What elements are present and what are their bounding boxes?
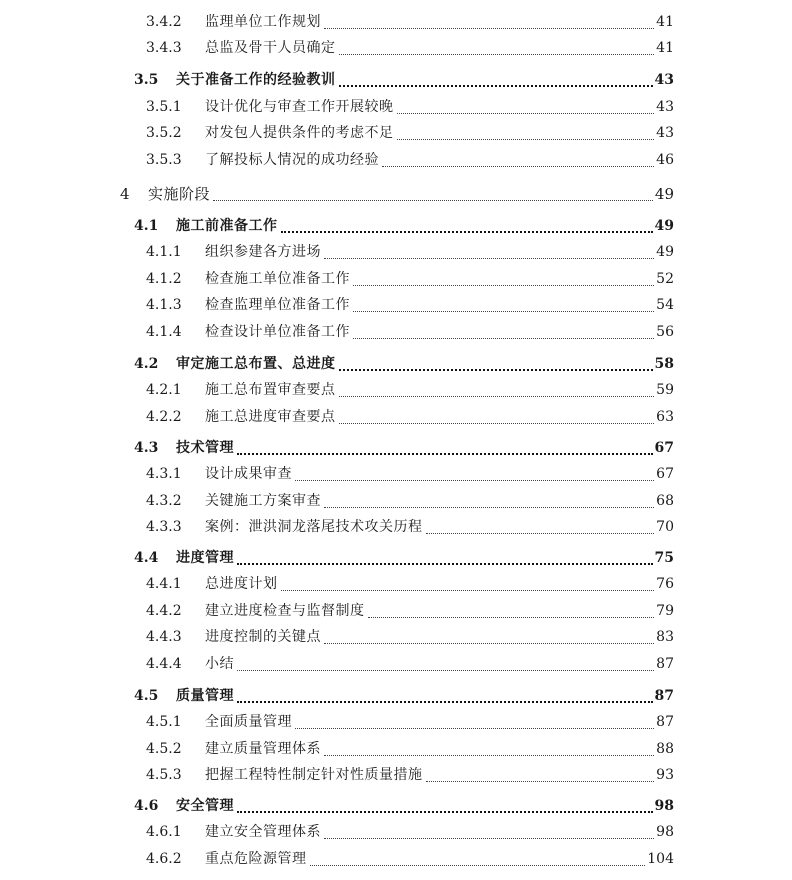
toc-entry-line [205,652,674,676]
toc-entry-line [205,240,674,264]
toc-page-number: 98 [654,798,674,814]
toc-subsection[interactable] [0,625,792,649]
toc-entry-line [205,847,674,871]
toc-leader-dots [324,838,654,839]
toc-section[interactable] [0,546,792,570]
toc-entry-line [205,148,674,172]
toc-page-number: 43 [656,99,674,115]
toc-number: 4.2.2 [146,409,182,425]
toc-subsection[interactable] [0,267,792,291]
toc-title: 关于准备工作的经验教训 [176,72,336,88]
toc-title: 建立质量管理体系 [205,741,321,757]
toc-leader-dots [339,396,655,397]
toc-title: 重点危险源管理 [205,851,307,867]
toc-page-number: 88 [656,741,674,757]
toc-title: 审定施工总布置、总进度 [176,356,336,372]
toc-subsection[interactable] [0,652,792,676]
toc-title: 小结 [205,656,234,672]
toc-page-number: 49 [654,185,674,203]
toc-number: 4.5.2 [146,741,182,757]
toc-section[interactable] [0,794,792,818]
toc-number: 3.5.3 [146,152,182,168]
toc-leader-dots [281,590,655,591]
toc-leader-dots [339,369,653,371]
toc-entry-line [176,546,674,570]
toc-number: 4.1.3 [146,297,182,313]
toc-page-number: 68 [656,493,674,509]
toc-number: 4.4.1 [146,576,182,592]
toc-number: 4.1.1 [146,244,182,260]
toc-title: 质量管理 [176,688,234,704]
toc-number: 4.1.2 [146,271,182,287]
toc-entry-line [205,489,674,513]
toc-title: 全面质量管理 [205,714,292,730]
toc-subsection[interactable] [0,36,792,60]
toc-title: 施工总布置审查要点 [205,382,336,398]
toc-page-number: 79 [656,603,674,619]
toc-title: 设计优化与审查工作开展较晚 [205,99,394,115]
toc-entry-line [205,710,674,734]
toc-number: 4.3.3 [146,519,182,535]
toc-section[interactable] [0,436,792,460]
toc-subsection[interactable] [0,148,792,172]
toc-number: 4.3 [134,440,159,456]
toc-number: 4.5.3 [146,767,182,783]
toc-entry-line [205,820,674,844]
toc-title: 施工前准备工作 [176,218,278,234]
toc-title: 组织参建各方进场 [205,244,321,260]
toc-page-number: 63 [656,409,674,425]
toc-subsection[interactable] [0,515,792,539]
toc-chapter[interactable] [0,182,792,206]
toc-subsection[interactable] [0,462,792,486]
toc-leader-dots [237,701,653,703]
toc-number: 4.1 [134,218,159,234]
toc-number: 4.5.1 [146,714,182,730]
toc-leader-dots [339,423,655,424]
toc-number: 4.3.2 [146,493,182,509]
toc-leader-dots [324,643,654,644]
toc-number: 4.2.1 [146,382,182,398]
toc-entry-line [205,405,674,429]
toc-number: 4.6.1 [146,824,182,840]
toc-title: 设计成果审查 [205,466,292,482]
toc-number: 4.4.3 [146,629,182,645]
toc-subsection[interactable] [0,405,792,429]
toc-page-number: 75 [654,550,674,566]
toc-page-number: 43 [654,72,674,88]
toc-title: 检查施工单位准备工作 [205,271,350,287]
toc-entry-line [205,737,674,761]
toc-title: 把握工程特性制定针对性质量措施 [205,767,423,783]
toc-title: 施工总进度审查要点 [205,409,336,425]
toc-subsection[interactable] [0,847,792,871]
toc-subsection[interactable] [0,820,792,844]
toc-page-number: 70 [656,519,674,535]
toc-entry-line [205,378,674,402]
toc-entry-line [205,572,674,596]
toc-number: 4.2 [134,356,159,372]
toc-number: 4.6 [134,798,159,814]
toc-entry-line [205,625,674,649]
toc-page-number: 41 [656,14,674,30]
toc-page-number: 87 [656,656,674,672]
toc-leader-dots [310,865,646,866]
toc-entry-line [205,599,674,623]
toc-title: 安全管理 [176,798,234,814]
toc-subsection[interactable] [0,572,792,596]
toc-leader-dots [426,533,655,534]
toc-subsection[interactable] [0,489,792,513]
toc-entry-line [176,352,674,376]
toc-number: 4.1.4 [146,324,182,340]
toc-subsection[interactable] [0,95,792,119]
toc-page-number: 98 [656,824,674,840]
toc-number: 3.5 [134,72,159,88]
toc-leader-dots [397,139,655,140]
toc-leader-dots [426,781,655,782]
toc-leader-dots [281,231,653,233]
toc-page-number: 67 [656,466,674,482]
toc-subsection[interactable] [0,763,792,787]
toc-number: 3.5.1 [146,99,182,115]
toc-title: 了解投标人情况的成功经验 [205,152,379,168]
toc-page-number: 56 [656,324,674,340]
toc-section[interactable] [0,684,792,708]
toc-number: 3.5.2 [146,125,182,141]
toc-number: 3.4.3 [146,40,182,56]
toc-subsection[interactable] [0,10,792,34]
toc-page-number: 54 [656,297,674,313]
toc-title: 总监及骨干人员确定 [205,40,336,56]
toc-page-number: 59 [656,382,674,398]
toc-title: 监理单位工作规划 [205,14,321,30]
toc-title: 建立安全管理体系 [205,824,321,840]
toc-page-number: 43 [656,125,674,141]
toc-number: 3.4.2 [146,14,182,30]
toc-entry-line [176,214,674,238]
toc-leader-dots [295,728,654,729]
toc-subsection[interactable] [0,378,792,402]
toc-section[interactable] [0,68,792,92]
toc-page-number: 52 [656,271,674,287]
toc-entry-line [205,462,674,486]
toc-leader-dots [213,200,653,201]
toc-title: 实施阶段 [148,185,211,203]
toc-entry-line [205,267,674,291]
toc-page-number: 67 [654,440,674,456]
toc-entry-line [176,436,674,460]
toc-subsection[interactable] [0,737,792,761]
toc-title: 案例：泄洪洞龙落尾技术攻关历程 [205,519,423,535]
toc-leader-dots [353,285,654,286]
toc-title: 检查监理单位准备工作 [205,297,350,313]
toc-leader-dots [324,507,654,508]
toc-entry-line [205,293,674,317]
toc-entry-line [205,515,674,539]
toc-leader-dots [339,54,655,55]
toc-subsection[interactable] [0,320,792,344]
toc-entry-line [176,684,674,708]
toc-leader-dots [382,166,654,167]
toc-page-number: 41 [656,40,674,56]
toc-title: 总进度计划 [205,576,278,592]
toc-title: 进度管理 [176,550,234,566]
toc-page-number: 76 [656,576,674,592]
toc-title: 关键施工方案审查 [205,493,321,509]
toc-leader-dots [295,480,654,481]
toc-title: 检查设计单位准备工作 [205,324,350,340]
toc-title: 技术管理 [176,440,234,456]
toc-entry-line [176,68,674,92]
toc-page-number: 87 [654,688,674,704]
toc-leader-dots [324,755,654,756]
toc-number: 4 [120,185,130,203]
toc-entry-line [205,36,674,60]
toc-leader-dots [237,811,653,813]
toc-entry-line [205,121,674,145]
toc-entry-line [148,182,674,206]
toc-section[interactable] [0,214,792,238]
toc-leader-dots [397,113,655,114]
toc-page-number: 46 [656,152,674,168]
toc-page-number: 49 [656,244,674,260]
toc-leader-dots [353,311,654,312]
toc-page-number: 83 [656,629,674,645]
toc-page-number: 58 [654,356,674,372]
toc-number: 4.3.1 [146,466,182,482]
toc-number: 4.4.4 [146,656,182,672]
toc-page-number: 93 [656,767,674,783]
toc-leader-dots [324,28,654,29]
toc-leader-dots [339,85,653,87]
toc-page-number: 49 [654,218,674,234]
toc-title: 对发包人提供条件的考虑不足 [205,125,394,141]
toc-entry-line [205,10,674,34]
toc-leader-dots [368,617,655,618]
toc-leader-dots [237,453,653,455]
toc-subsection[interactable] [0,121,792,145]
toc-subsection[interactable] [0,293,792,317]
toc-entry-line [205,763,674,787]
toc-subsection[interactable] [0,599,792,623]
toc-entry-line [205,320,674,344]
toc-title: 建立进度检查与监督制度 [205,603,365,619]
toc-page-number: 104 [647,851,674,867]
toc-entry-line [205,95,674,119]
toc-leader-dots [353,338,654,339]
toc-title: 进度控制的关键点 [205,629,321,645]
toc-subsection[interactable] [0,710,792,734]
toc-leader-dots [237,670,654,671]
toc-number: 4.6.2 [146,851,182,867]
toc-subsection[interactable] [0,240,792,264]
toc-number: 4.4.2 [146,603,182,619]
toc-entry-line [176,794,674,818]
toc-section[interactable] [0,352,792,376]
toc-leader-dots [237,563,653,565]
toc-page-number: 87 [656,714,674,730]
toc-number: 4.5 [134,688,159,704]
toc-number: 4.4 [134,550,159,566]
toc-leader-dots [324,258,654,259]
